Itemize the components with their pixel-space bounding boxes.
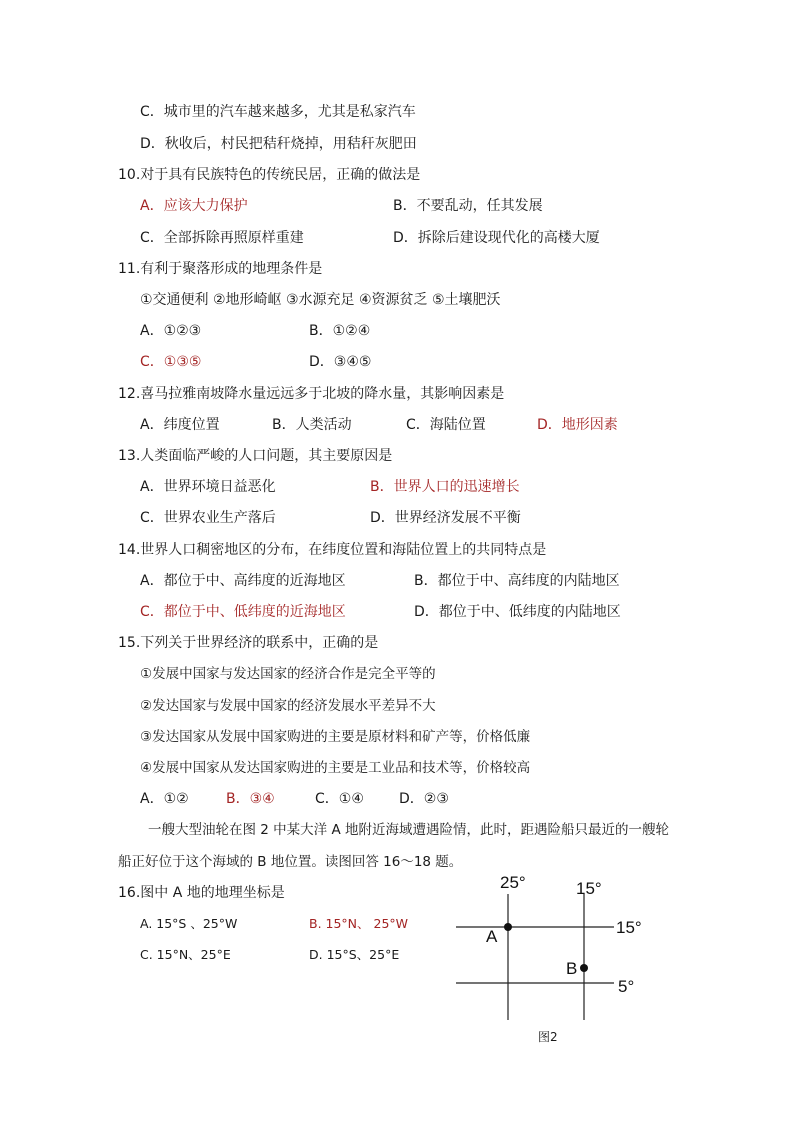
- q12-option-d: D．地形因素: [537, 417, 618, 433]
- q11-option-d: D．③④⑤: [309, 354, 372, 370]
- q13-stem: 13.人类面临严峻的人口问题，其主要原因是: [118, 448, 393, 464]
- label-lat-5: 5°: [618, 977, 635, 996]
- point-b-dot: [580, 964, 588, 972]
- q16-option-b: B. 15°N、 25°W: [309, 916, 409, 931]
- q12-stem: 12.喜马拉雅南坡降水量远远多于北坡的降水量，其影响因素是: [118, 386, 505, 402]
- q14-option-a: A．都位于中、高纬度的近海地区: [140, 573, 346, 589]
- q13-option-a: A．世界环境日益恶化: [140, 479, 276, 495]
- label-lon-15: 15°: [576, 879, 602, 898]
- label-lon-25: 25°: [500, 873, 526, 892]
- q10-option-a: A．应该大力保护: [140, 198, 248, 214]
- q15-option-d: D．②③: [399, 791, 449, 807]
- q10-option-b: B．不要乱动，任其发展: [393, 198, 543, 214]
- label-lat-15: 15°: [616, 918, 642, 937]
- q16-stem: 16.图中 A 地的地理坐标是: [118, 885, 285, 901]
- q15-option-b: B．③④: [226, 791, 275, 807]
- intro-line-1: 一艘大型油轮在图 2 中某大洋 A 地附近海域遭遇险情，此时，距遇险船只最近的一艘轮: [148, 822, 669, 838]
- label-point-a: A: [486, 927, 498, 946]
- q15-stem: 15.下列关于世界经济的联系中，正确的是: [118, 635, 379, 651]
- q14-option-b: B．都位于中、高纬度的内陆地区: [414, 573, 620, 589]
- q14-option-c: C．都位于中、低纬度的近海地区: [140, 604, 346, 620]
- figure-2-caption: 图2: [538, 1030, 558, 1044]
- q11-option-b: B．①②④: [309, 323, 371, 339]
- q14-option-d: D．都位于中、低纬度的内陆地区: [414, 604, 621, 620]
- q13-option-b: B．世界人口的迅速增长: [370, 479, 520, 495]
- q11-stem: 11.有利于聚落形成的地理条件是: [118, 261, 323, 277]
- q9-option-d: D．秋收后，村民把秸秆烧掉，用秸秆灰肥田: [140, 136, 417, 152]
- q15-item-3: ③发达国家从发展中国家购进的主要是原材料和矿产等，价格低廉: [140, 729, 531, 745]
- point-a-dot: [504, 923, 512, 931]
- q11-option-c: C．①③⑤: [140, 354, 202, 370]
- q15-option-c: C．①④: [315, 791, 364, 807]
- q15-item-2: ②发达国家与发展中国家的经济发展水平差异不大: [140, 698, 436, 714]
- q16-option-d: D. 15°S、25°E: [309, 947, 400, 962]
- q11-items: ①交通便利 ②地形崎岖 ③水源充足 ④资源贫乏 ⑤土壤肥沃: [140, 292, 501, 308]
- figure-2-coordinate-grid: [452, 872, 662, 1027]
- q13-option-d: D．世界经济发展不平衡: [370, 510, 521, 526]
- q10-option-c: C．全部拆除再照原样重建: [140, 230, 304, 246]
- intro-line-2: 船正好位于这个海域的 B 地位置。读图回答 16～18 题。: [118, 854, 463, 870]
- q11-option-a: A．①②③: [140, 323, 202, 339]
- q15-item-1: ①发展中国家与发达国家的经济合作是完全平等的: [140, 666, 436, 682]
- q10-option-d: D．拆除后建设现代化的高楼大厦: [393, 230, 600, 246]
- q15-item-4: ④发展中国家从发达国家购进的主要是工业品和技术等，价格较高: [140, 760, 531, 776]
- q13-option-c: C．世界农业生产落后: [140, 510, 276, 526]
- q14-stem: 14.世界人口稠密地区的分布，在纬度位置和海陆位置上的共同特点是: [118, 542, 547, 558]
- q16-option-c: C. 15°N、25°E: [140, 947, 231, 962]
- q9-option-c: C．城市里的汽车越来越多，尤其是私家汽车: [140, 104, 416, 120]
- q12-option-b: B．人类活动: [272, 417, 352, 433]
- q15-option-a: A．①②: [140, 791, 189, 807]
- q16-option-a: A. 15°S 、25°W: [140, 916, 238, 931]
- label-point-b: B: [566, 959, 578, 978]
- q12-option-c: C．海陆位置: [406, 417, 486, 433]
- q12-option-a: A．纬度位置: [140, 417, 220, 433]
- q10-stem: 10.对于具有民族特色的传统民居，正确的做法是: [118, 167, 421, 183]
